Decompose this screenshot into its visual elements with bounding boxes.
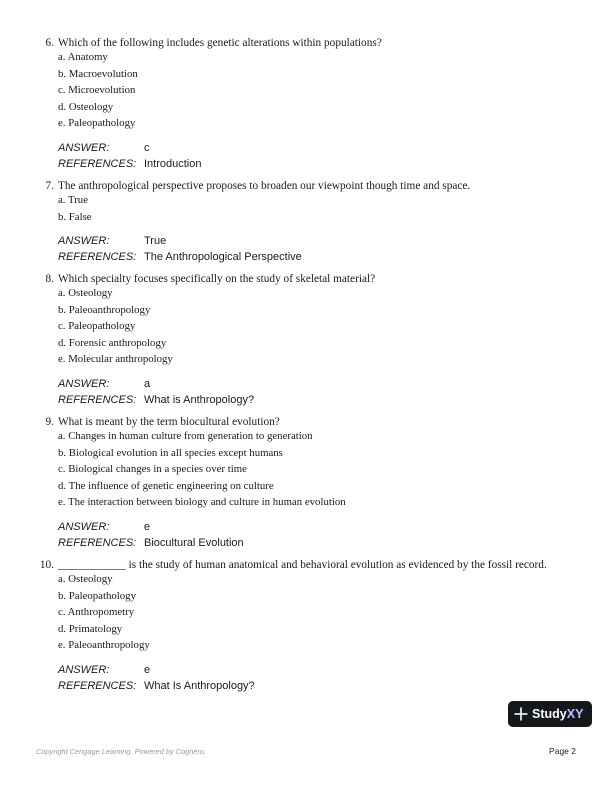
references-value: Biocultural Evolution [144, 537, 244, 549]
option-a: a. Osteology [58, 573, 113, 585]
option-b: b. Biological evolution in all species except humans [58, 446, 283, 459]
references-value: What Is Anthropology? [144, 680, 255, 692]
answer-label: ANSWER: [58, 664, 110, 676]
question-number: 10. [39, 559, 54, 571]
question-number: 6. [45, 37, 54, 49]
answer-block [58, 519, 244, 551]
references-label: REFERENCES: [58, 158, 137, 170]
answer-block [58, 376, 255, 408]
answer-value: a [144, 378, 151, 390]
answer-label: ANSWER: [58, 378, 110, 390]
answer-label: ANSWER: [58, 142, 110, 154]
references-value: Introduction [144, 158, 202, 170]
answer-value: c [144, 142, 150, 154]
option-b: b. Paleoanthropology [58, 303, 151, 316]
answer-label: ANSWER: [58, 521, 110, 533]
answer-options [58, 571, 150, 654]
references-value: What is Anthropology? [144, 394, 255, 406]
option-d: d. The influence of genetic engineering on culture [58, 479, 274, 492]
question-text: The anthropological perspective proposes to broaden our viewpoint though time and space. [58, 180, 471, 192]
option-e: e. Paleoanthropology [58, 639, 150, 652]
option-a: a. Changes in human culture from generation to generation [58, 430, 313, 442]
references-value: The Anthropological Perspective [144, 251, 302, 263]
question-number: 8. [45, 273, 54, 285]
answer-value: e [144, 664, 151, 676]
footer-copyright: Copyright Cengage Learning. Powered by Cognero. [36, 747, 207, 756]
question-number: 7. [45, 180, 54, 192]
option-d: d. Primatology [58, 622, 123, 635]
option-e: e. Paleopathology [58, 117, 136, 130]
references-label: REFERENCES: [58, 394, 137, 406]
option-a: a. True [58, 194, 88, 206]
answer-options [58, 428, 346, 511]
option-a: a. Anatomy [58, 51, 108, 63]
answer-block [58, 140, 202, 172]
references-label: REFERENCES: [58, 537, 137, 549]
option-b: b. Paleopathology [58, 589, 136, 602]
option-c: c. Paleopathology [58, 320, 136, 333]
references-label: REFERENCES: [58, 251, 137, 263]
answer-options [58, 49, 138, 132]
answer-options [58, 192, 92, 225]
option-a: a. Osteology [58, 287, 113, 299]
answer-label: ANSWER: [58, 235, 110, 247]
question-number: 9. [45, 416, 54, 428]
answer-block [58, 233, 302, 265]
answer-options [58, 285, 173, 368]
option-b: b. False [58, 210, 92, 223]
references-label: REFERENCES: [58, 680, 137, 692]
studyxy-badge[interactable] [508, 701, 592, 727]
answer-value: e [144, 521, 151, 533]
option-d: d. Osteology [58, 100, 114, 113]
question-text: Which specialty focuses specifically on the study of skeletal material? [58, 273, 376, 285]
answer-block [58, 662, 255, 694]
answer-value: True [144, 235, 167, 247]
question-text: ____________ is the study of human anatomical and behavioral evolution as evidenced by the fossil record. [58, 559, 547, 571]
badge-text-study: Study [532, 707, 567, 721]
question-text: Which of the following includes genetic alterations within populations? [58, 37, 382, 49]
option-e: e. The interaction between biology and culture in human evolution [58, 496, 346, 509]
badge-text-xy: XY [566, 707, 584, 721]
option-b: b. Macroevolution [58, 67, 138, 80]
question-text: What is meant by the term biocultural evolution? [58, 416, 280, 428]
plus-icon [514, 707, 528, 721]
option-e: e. Molecular anthropology [58, 353, 173, 366]
option-c: c. Microevolution [58, 84, 136, 97]
option-c: c. Anthropometry [58, 606, 135, 619]
option-c: c. Biological changes in a species over time [58, 463, 247, 476]
page-number: Page 2 [549, 746, 576, 756]
option-d: d. Forensic anthropology [58, 336, 167, 349]
